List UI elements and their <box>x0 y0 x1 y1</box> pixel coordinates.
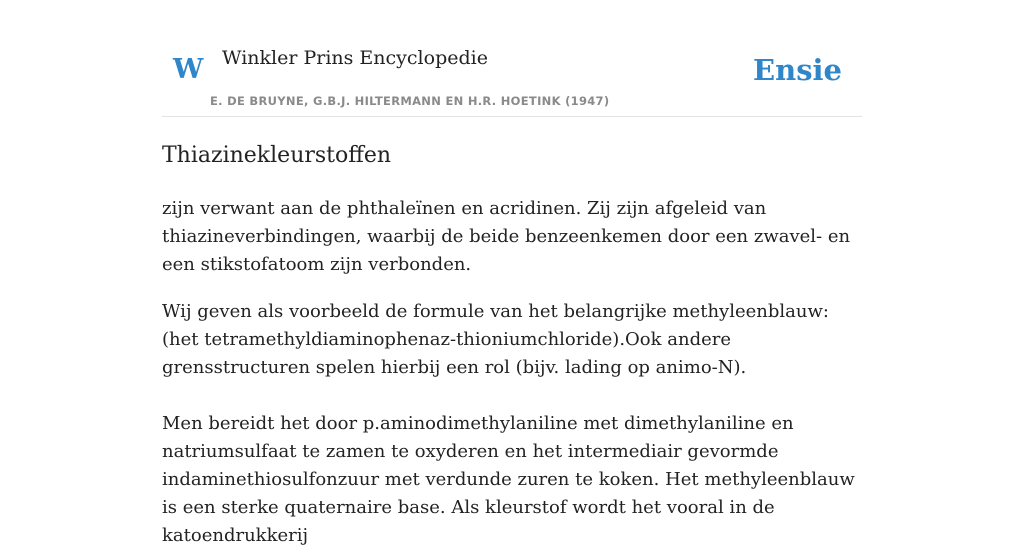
article-paragraph-1: zijn verwant aan de phthaleïnen en acridinen. Zij zijn afgeleid van thiazineverbindingen, waarbij de beide benzeenkemen door een zwavel- en een stikstofatoom zijn verbonden. <box>162 198 851 275</box>
source-title[interactable]: Winkler Prins Encyclopedie <box>222 47 488 69</box>
source-logo-icon[interactable]: W <box>173 54 204 85</box>
source-header <box>162 0 862 117</box>
article-paragraph-3: Men bereidt het door p.aminodimethylaniline met dimethylaniline en natriumsulfaat te zamen te oxyderen en het intermediair gevormde indaminethiosulfonzuur met verdunde zuren te koken. Het methyleenblauw is een sterke quaternaire base. Als kleurstof wordt het vooral in de katoendrukkerij <box>162 413 855 546</box>
source-authors: E. DE BRUYNE, G.B.J. HILTERMANN EN H.R. HOETINK (1947) <box>210 94 610 108</box>
article-card <box>162 0 862 550</box>
article-title: Thiazinekleurstoffen <box>162 143 392 168</box>
article-paragraph-2: Wij geven als voorbeeld de formule van het belangrijke methyleenblauw: (het tetramethyldiaminophenaz-thioniumchloride).Ook andere grensstructuren spelen hierbij een rol (bijv. lading op animo-N). <box>162 301 829 378</box>
ensie-logo[interactable]: Ensie <box>753 53 842 87</box>
